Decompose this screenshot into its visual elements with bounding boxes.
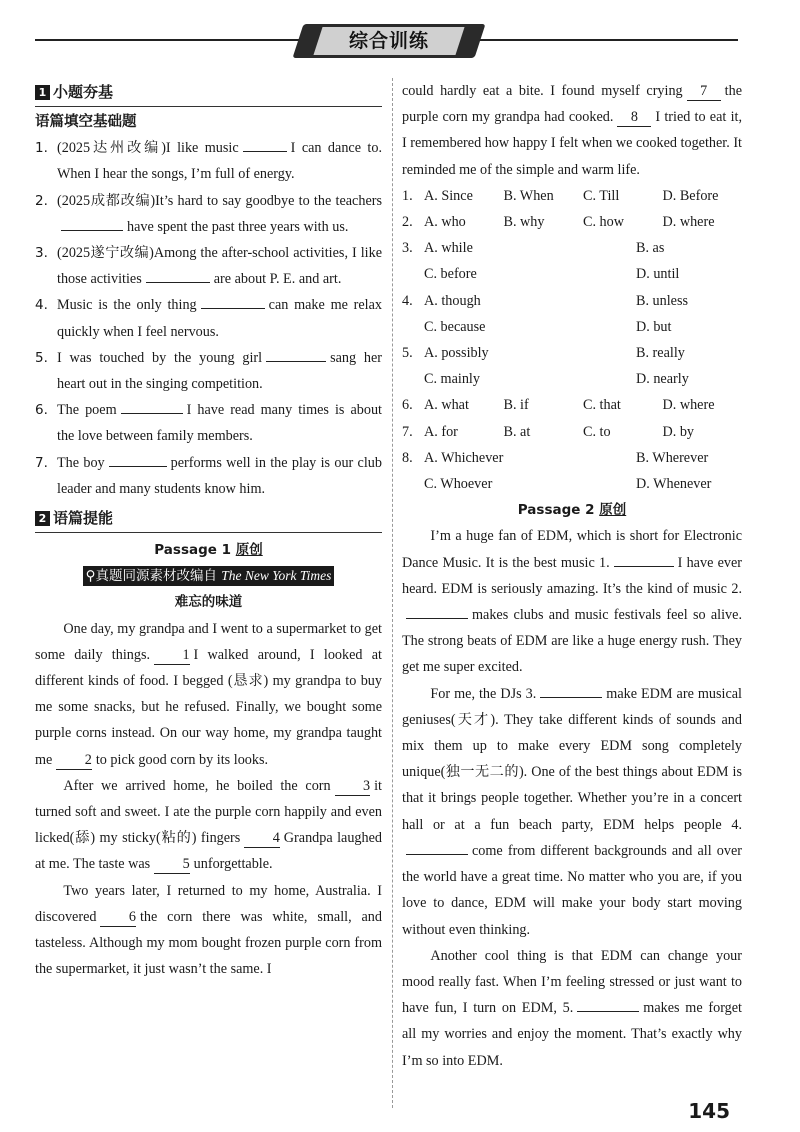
section-heading-basics — [35, 78, 382, 107]
option-row — [402, 471, 742, 497]
passage2-title: Passage 2 原创 — [517, 502, 627, 519]
option[interactable]: C. mainly — [424, 371, 480, 388]
answer-blank[interactable] — [406, 838, 468, 855]
option-row: 4. A. though B. unless — [402, 288, 742, 314]
numbered-blank[interactable]: 6 — [100, 908, 135, 927]
option[interactable]: A. what — [424, 397, 469, 414]
original-tag: 原创 — [599, 502, 627, 519]
option-row — [402, 261, 742, 287]
option[interactable]: D. until — [636, 266, 680, 283]
option[interactable]: D. where — [662, 397, 715, 414]
question-item: 4. Music is the only thing can make me relax quickly when I feel nervous. — [35, 292, 382, 344]
option-row — [402, 366, 742, 392]
option[interactable]: A. who — [424, 214, 466, 231]
passage2-paragraph: I’m a huge fan of EDM, which is short for Electronic Dance Music. It is the best music 1. I have ever heard. EDM is seriously amazing. It’s the kind of music 2.makes clubs and music festivals feel so alive. The strong beats of EDM are like a huge energy rush. They get me super excited. — [402, 528, 743, 676]
question-item: 2. (2025成都改编)It’s hard to say goodbye to the teachershave spent the past three years with us. — [35, 192, 382, 235]
option[interactable]: B. really — [636, 345, 685, 362]
answer-blank[interactable] — [109, 450, 167, 467]
passage1-options — [402, 183, 742, 497]
passage1-paragraph: Two years later, I returned to my home, Australia. I discovered 6 the corn there was white, small, and tasteless. Although my mom bought frozen purple corn from the supermarket, it just wasn’t the same. I — [35, 882, 382, 978]
column-divider — [392, 78, 393, 1108]
option[interactable]: D. but — [636, 318, 672, 335]
option-row — [402, 314, 742, 340]
section-heading-reading — [35, 504, 382, 533]
answer-blank[interactable] — [201, 292, 265, 309]
passage1-paragraph: One day, my grandpa and I went to a supermarket to get some daily things. 1 I walked around, I looked at different kinds of food. I begged (恳求) my grandpa to buy me some snacks, but he refused. Finally, we bought some purple corns instead. On our way home, my grandpa taught me 2 to pick good corn by its looks. — [35, 620, 382, 768]
numbered-blank[interactable]: 3 — [335, 777, 370, 796]
section-number-icon: 1 — [35, 85, 50, 100]
option[interactable]: A. Whichever — [424, 449, 504, 466]
numbered-blank[interactable]: 7 — [687, 82, 721, 101]
answer-blank[interactable] — [61, 214, 123, 231]
question-item: 1. (2025达州改编)I like music I can dance to. When I hear the songs, I’m full of energy. — [35, 135, 382, 187]
option[interactable]: D. by — [662, 423, 695, 440]
original-tag: 原创 — [235, 542, 263, 559]
numbered-blank[interactable]: 2 — [56, 751, 91, 770]
option-row: 1. A. Since B. When C. Till D. Before — [402, 183, 742, 209]
answer-blank[interactable] — [577, 995, 639, 1012]
numbered-blank[interactable]: 1 — [154, 646, 189, 665]
option[interactable]: C. because — [424, 318, 486, 335]
option[interactable]: B. When — [503, 187, 554, 204]
question-item: 3. (2025遂宁改编)Among the after-school activities, I like those activities are about P. E. and art. — [35, 245, 382, 288]
answer-blank[interactable] — [614, 550, 674, 567]
option[interactable]: B. Wherever — [636, 449, 709, 466]
passage2-paragraph: Another cool thing is that EDM can change your mood really fast. When I’m feeling stressed or just want to have fun, I turn on EDM, 5. makes me forget all my worries and enjoy the moment. That’s exactly why I’m so into EDM. — [402, 947, 742, 1069]
option-row: 3. A. while B. as — [402, 235, 742, 261]
source-bar: ⚲真题同源素材改编自 The New York Times — [83, 566, 335, 586]
option[interactable]: C. Till — [583, 187, 620, 204]
section-title: 小题夯基 — [53, 82, 114, 101]
section-title: 语篇提能 — [53, 508, 114, 527]
option-row: 8. A. Whichever B. Wherever — [402, 445, 742, 471]
answer-blank[interactable] — [540, 681, 602, 698]
option[interactable]: B. as — [636, 240, 665, 257]
option-row: 7. A. for B. at C. to D. by — [402, 419, 742, 445]
section-subtitle: 语篇填空基础题 — [35, 114, 137, 130]
answer-blank[interactable] — [121, 397, 183, 414]
option[interactable]: C. to — [583, 423, 611, 440]
fill-blank-questions — [35, 135, 382, 502]
source-icon: ⚲ — [85, 568, 96, 585]
section-number-icon: 2 — [35, 511, 50, 526]
option[interactable]: C. that — [583, 397, 621, 414]
option-row: 6. A. what B. if C. that D. where — [402, 392, 742, 418]
numbered-blank[interactable]: 4 — [244, 829, 279, 848]
option[interactable]: C. Whoever — [424, 476, 493, 493]
passage1-paragraph: After we arrived home, he boiled the corn 3 it turned soft and sweet. I ate the purple corn happily and even licked(舔) my sticky(粘的) fingers 4 Grandpa laughed at me. The taste was 5 unforgettable. — [35, 777, 382, 873]
question-item: 6. The poem I have read many times is about the love between family members. — [35, 397, 382, 449]
option[interactable]: D. nearly — [636, 371, 689, 388]
option[interactable]: B. unless — [636, 292, 689, 309]
page-number: 145 — [688, 1099, 730, 1123]
option[interactable]: A. Since — [424, 187, 473, 204]
option[interactable]: C. how — [583, 214, 624, 231]
option[interactable]: A. possibly — [424, 345, 489, 362]
passage1-source — [35, 563, 382, 589]
right-column — [402, 78, 742, 1074]
numbered-blank[interactable]: 8 — [617, 108, 651, 127]
passage2-paragraph: For me, the DJs 3. make EDM are musical geniuses(天才). They take different kinds of sounds and mix them up to make every EDM song completely unique(独一无二的). One of the best things about EDM is that it brings people together. Whether you’re in a concert hall or at a fun beach party, EDM helps people 4.come from different backgrounds and all over the world have a great time. No matter who you are, if you love to dance, EDM will make your body start moving without even thinking. — [402, 681, 742, 943]
option[interactable]: C. before — [424, 266, 477, 283]
option[interactable]: D. where — [662, 214, 715, 231]
option[interactable]: B. why — [503, 214, 545, 231]
answer-blank[interactable] — [243, 135, 287, 152]
header-title: 综合训练 — [348, 30, 429, 52]
answer-blank[interactable] — [266, 345, 326, 362]
left-column — [35, 78, 382, 983]
passage1-subtitle: 难忘的味道 — [174, 594, 243, 611]
numbered-blank[interactable]: 5 — [154, 855, 189, 874]
option[interactable]: B. if — [503, 397, 529, 414]
option[interactable]: D. Before — [662, 187, 719, 204]
question-item: 7. The boy performs well in the play is our club leader and many students know him. — [35, 450, 382, 502]
passage1-title: Passage 1 原创 — [154, 542, 263, 559]
option[interactable]: A. for — [424, 423, 458, 440]
question-item: 5. I was touched by the young girl sang her heart out in the singing competition. — [35, 345, 382, 397]
option[interactable]: D. Whenever — [636, 476, 712, 493]
passage1-paragraph-continued: could hardly eat a bite. I found myself crying 7 the purple corn my grandpa had cooked. 8 I tried to eat it, I remembered how happy I felt when we cooked together. It reminded me of the simple and warm life. — [402, 83, 742, 178]
option-row: 2. A. who B. why C. how D. where — [402, 209, 742, 235]
answer-blank[interactable] — [146, 266, 210, 283]
answer-blank[interactable] — [406, 602, 468, 619]
option-row: 5. A. possibly B. really — [402, 340, 742, 366]
option[interactable]: A. while — [424, 240, 473, 257]
option[interactable]: B. at — [503, 423, 531, 440]
option[interactable]: A. though — [424, 292, 481, 309]
